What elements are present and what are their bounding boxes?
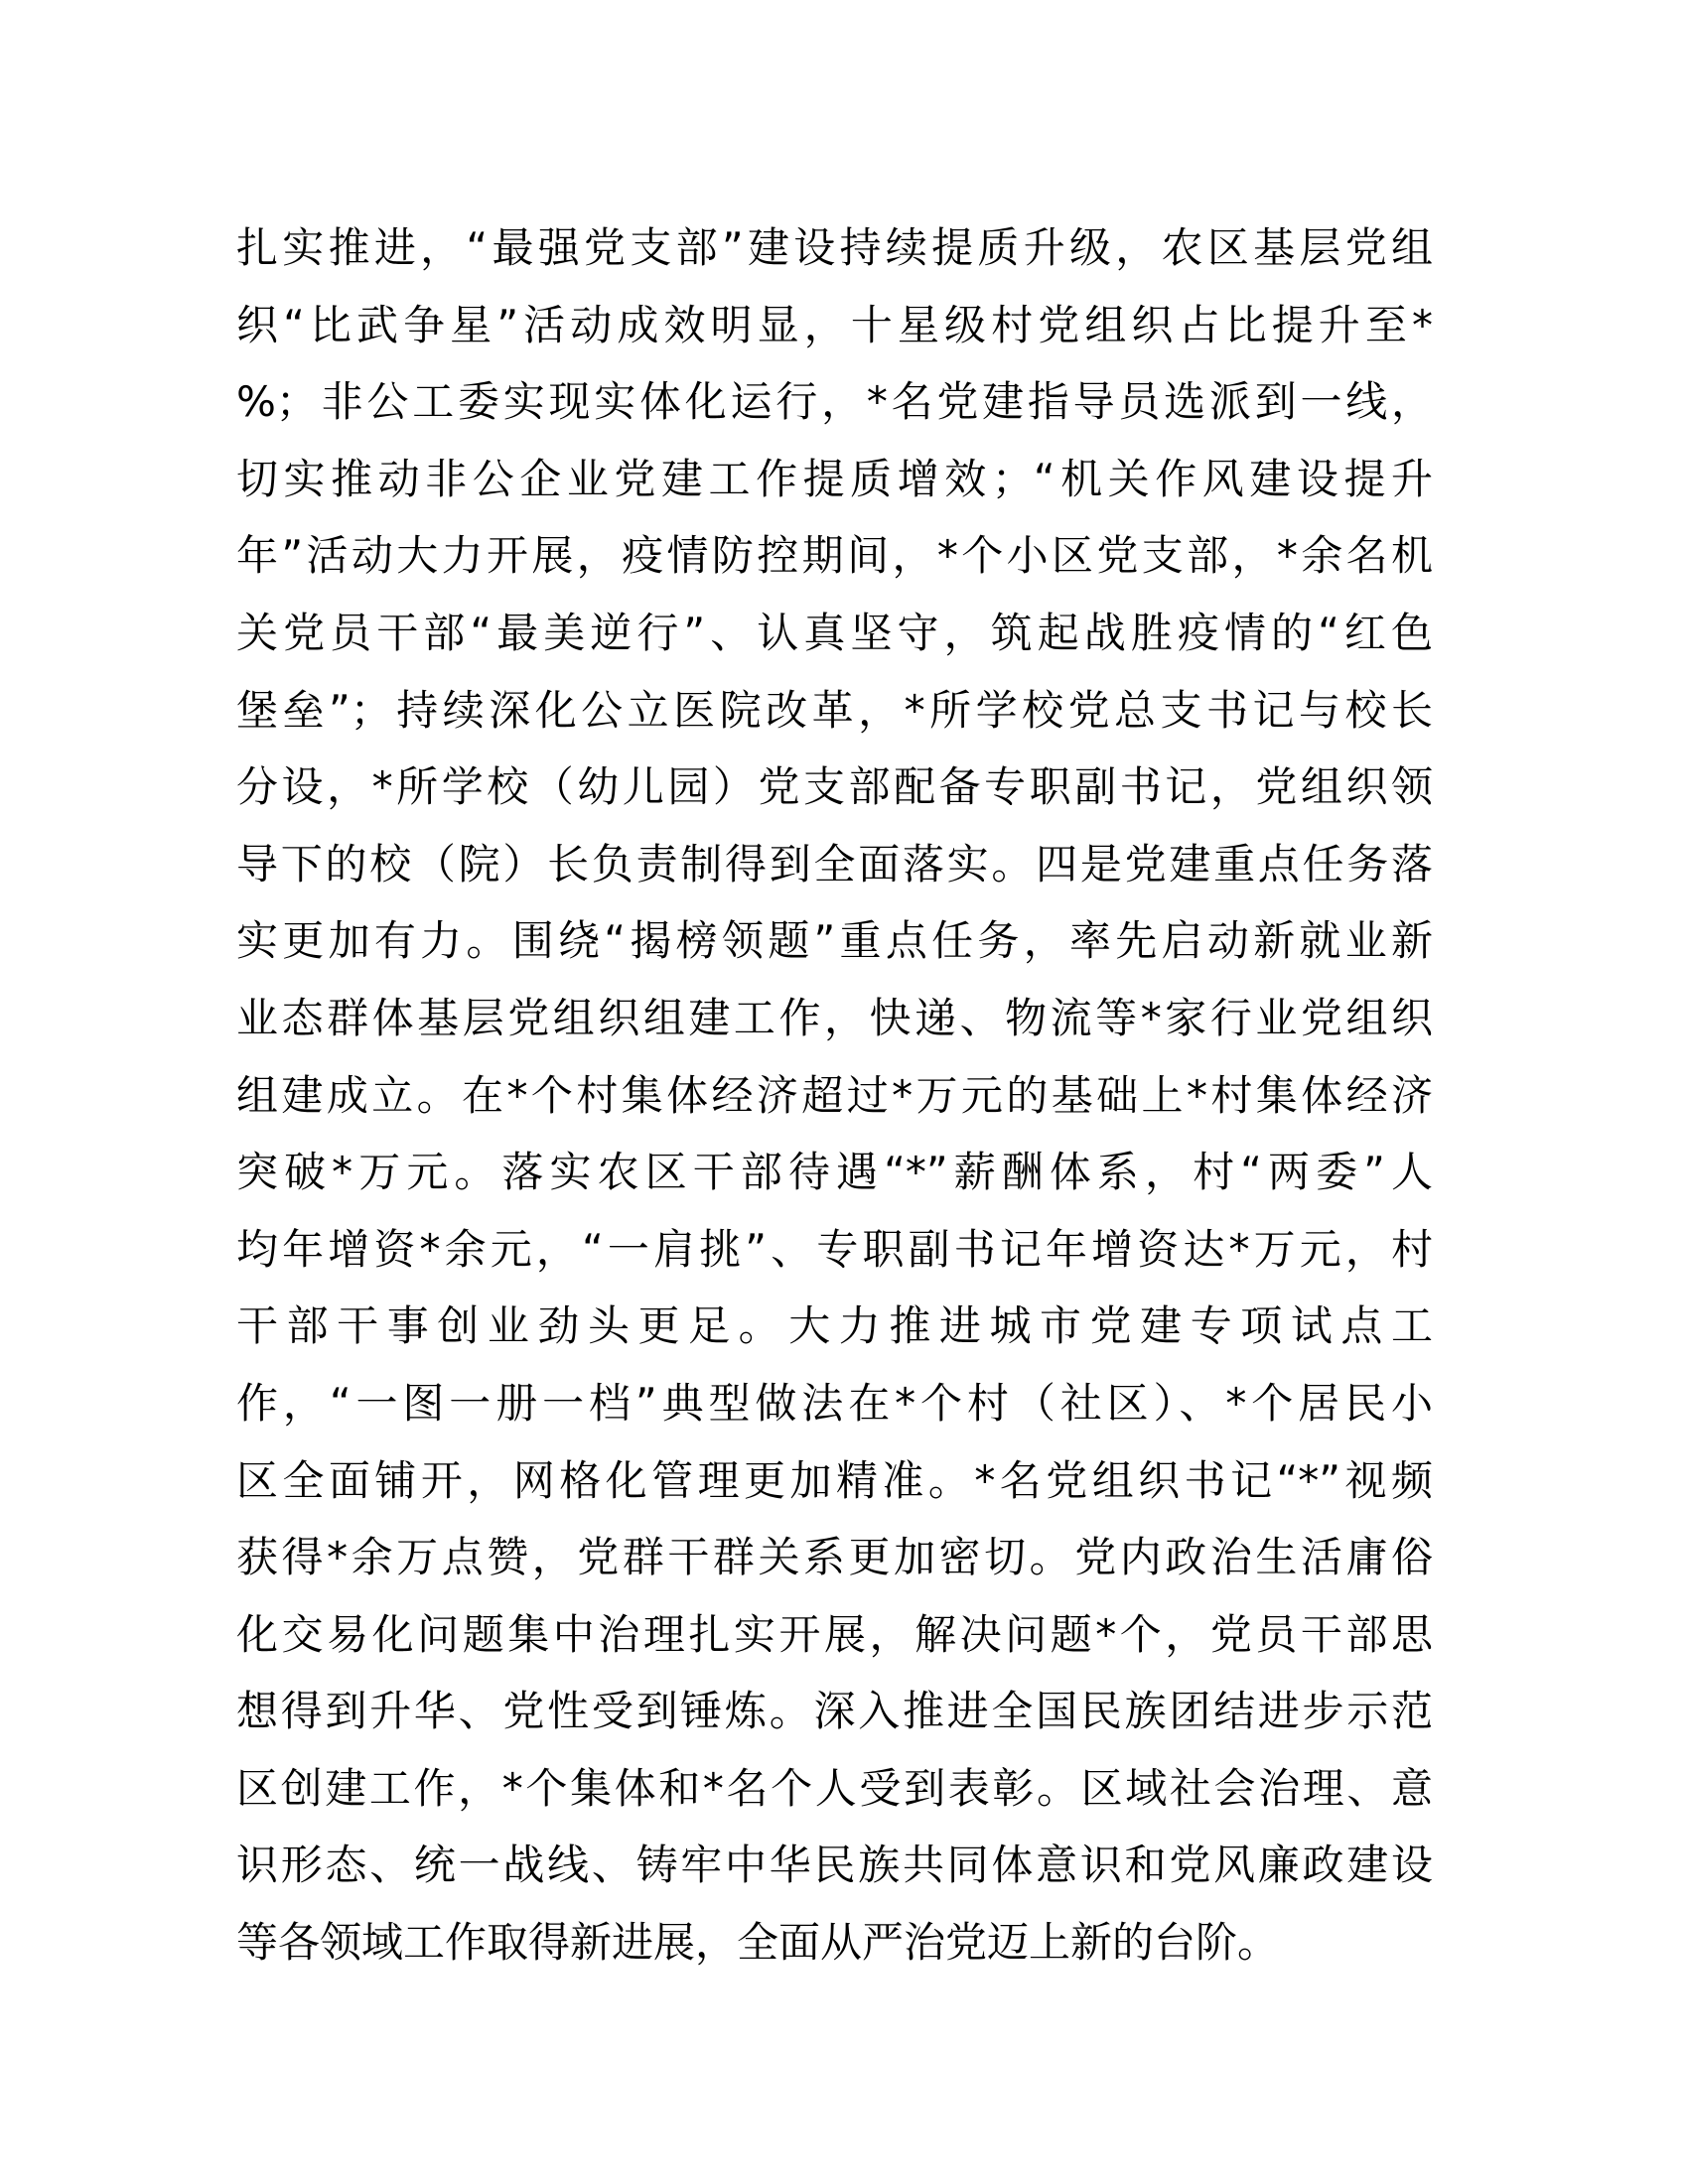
text-line: 化交易化问题集中治理扎实开展，解决问题*个，党员干部思 [236, 1609, 1433, 1659]
text-line: 识形态、统一战线、铸牢中华民族共同体意识和党风廉政建设 [236, 1841, 1433, 1890]
text-line: 分设，*所学校（幼儿园）党支部配备专职副书记，党组织领 [236, 762, 1433, 812]
text-line: 区全面铺开，网格化管理更加精准。*名党组织书记“*”视频 [236, 1455, 1433, 1505]
text-line: %；非公工委实现实体化运行，*名党建指导员选派到一线， [236, 377, 1433, 427]
text-line: 获得*余万点赞，党群干群关系更加密切。党内政治生活庸俗 [236, 1533, 1433, 1582]
text-line: 实更加有力。围绕“揭榜领题”重点任务，率先启动新就业新 [236, 916, 1433, 966]
text-line: 突破*万元。落实农区干部待遇“*”薪酬体系，村“两委”人 [236, 1148, 1433, 1197]
text-line: 作，“一图一册一档”典型做法在*个村（社区）、*个居民小 [236, 1378, 1433, 1428]
text-line: 组建成立。在*个村集体经济超过*万元的基础上*村集体经济 [236, 1070, 1433, 1120]
text-line: 关党员干部“最美逆行”、认真坚守，筑起战胜疫情的“红色 [236, 608, 1433, 657]
body-paragraph [236, 209, 1433, 1981]
text-line: 织“比武争星”活动成效明显，十星级村党组织占比提升至* [236, 300, 1433, 349]
text-line: 年”活动大力开展，疫情防控期间，*个小区党支部，*余名机 [236, 531, 1433, 581]
text-line: 扎实推进，“最强党支部”建设持续提质升级，农区基层党组 [236, 223, 1433, 272]
text-line: 均年增资*余元，“一肩挑”、专职副书记年增资达*万元，村 [236, 1224, 1433, 1274]
text-line: 干部干事创业劲头更足。大力推进城市党建专项试点工 [236, 1301, 1433, 1351]
text-line: 堡垒”；持续深化公立医院改革，*所学校党总支书记与校长 [236, 685, 1433, 735]
text-line: 区创建工作，*个集体和*名个人受到表彰。区域社会治理、意 [236, 1763, 1433, 1813]
text-line: 想得到升华、党性受到锤炼。深入推进全国民族团结进步示范 [236, 1687, 1433, 1736]
text-line: 业态群体基层党组织组建工作，快递、物流等*家行业党组织 [236, 993, 1433, 1042]
text-line: 导下的校（院）长负责制得到全面落实。四是党建重点任务落 [236, 839, 1433, 888]
text-line: 切实推动非公企业党建工作提质增效；“机关作风建设提升 [236, 454, 1433, 503]
text-line: 等各领域工作取得新进展，全面从严治党迈上新的台阶。 [236, 1918, 1280, 1968]
